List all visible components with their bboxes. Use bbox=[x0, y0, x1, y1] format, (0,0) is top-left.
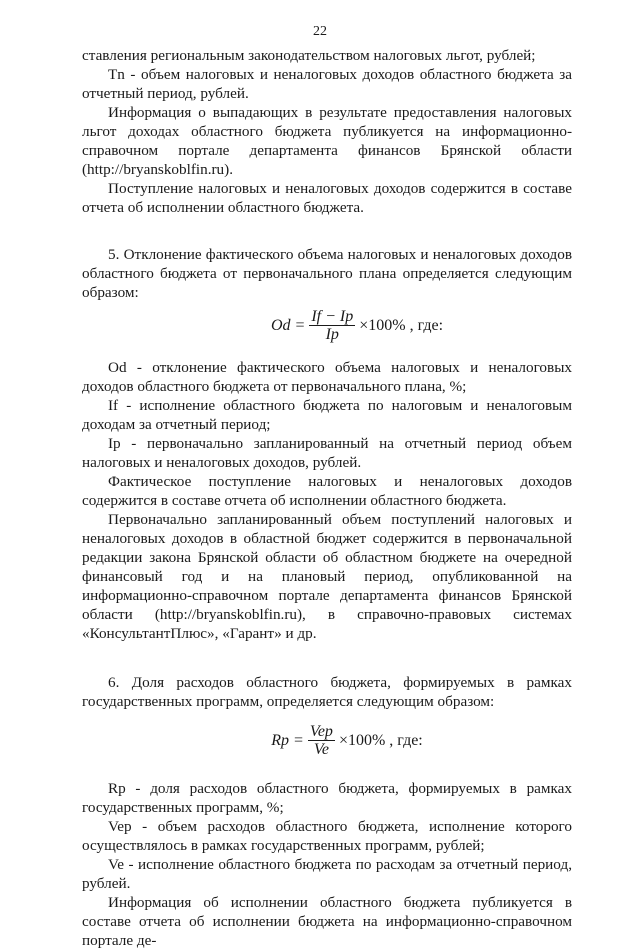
formula-od bbox=[82, 308, 572, 348]
definition-if: If - исполнение областного бюджета по налоговым и неналоговым доходам за отчетный период; bbox=[82, 397, 572, 433]
paragraph: ставления региональным законодательством налоговых льгот, рублей; bbox=[82, 47, 536, 64]
section-6-heading: 6. Доля расходов областного бюджета, формируемых в рамках государственных программ, определяется следующим образом: bbox=[82, 674, 572, 710]
formula-denominator: Ve bbox=[313, 741, 329, 758]
formula-multiplier: ×100% bbox=[359, 317, 406, 334]
paragraph: Поступление налоговых и неналоговых доходов содержится в составе отчета об исполнении областного бюджета. bbox=[82, 180, 572, 216]
paragraph: Фактическое поступление налоговых и неналоговых доходов содержится в составе отчета об исполнении областного бюджета. bbox=[82, 473, 572, 509]
definition-ve: Ve - исполнение областного бюджета по расходам за отчетный период, рублей. bbox=[82, 856, 572, 892]
formula-numerator: If − Ip bbox=[311, 308, 354, 325]
definition-ip: Ip - первоначально запланированный на отчетный период объем налоговых и неналоговых доходов, рублей. bbox=[82, 435, 572, 471]
paragraph: Информация об исполнении областного бюджета публикуется в составе отчета об исполнении бюджета на информационно-справочном портале де- bbox=[82, 894, 572, 949]
section-5-heading: 5. Отклонение фактического объема налоговых и неналоговых доходов областного бюджета от первоначального плана определяется следующим образом: bbox=[82, 246, 572, 301]
formula-suffix: , где: bbox=[389, 732, 423, 749]
paragraph: Информация о выпадающих в результате предоставления налоговых льгот доходах областного бюджета публикуется на информационно-справочном портале департамента финансов Брянской области (http://bryanskoblfin.ru). bbox=[82, 104, 572, 178]
formula-rp bbox=[82, 723, 572, 763]
paragraph: Первоначально запланированный объем поступлений налоговых и неналоговых доходов в областной бюджет содержится в первоначальной редакции закона Брянской области об областном бюджете на очередной финансовый год и на плановый период, опубликованной на информационно-справочном портале департамента финансов Брянской области (http://bryanskoblfin.ru), в справочно-правовых системах «КонсультантПлюс», «Гарант» и др. bbox=[82, 511, 572, 642]
formula-multiplier: ×100% bbox=[338, 732, 386, 749]
definition-vep: Vep - объем расходов областного бюджета, исполнение которого осуществлялось в рамках государственных программ, рублей; bbox=[82, 818, 572, 854]
formula-lhs: Od = bbox=[270, 317, 306, 334]
definition-od: Od - отклонение фактического объема налоговых и неналоговых доходов областного бюджета от первоначального плана, %; bbox=[82, 359, 572, 395]
formula-denominator: Ip bbox=[325, 326, 339, 343]
page-content bbox=[82, 46, 572, 950]
definition-rp: Rp - доля расходов областного бюджета, формируемых в рамках государственных программ, %; bbox=[82, 780, 572, 816]
paragraph: Tn - объем налоговых и неналоговых доходов областного бюджета за отчетный период, рублей. bbox=[82, 66, 572, 102]
formula-fraction bbox=[309, 308, 355, 343]
formula-numerator: Vep bbox=[309, 723, 333, 740]
page-number: 22 bbox=[313, 24, 327, 39]
formula-lhs: Rp = bbox=[271, 732, 304, 749]
formula-suffix: , где: bbox=[409, 317, 444, 334]
formula-fraction bbox=[308, 723, 335, 758]
